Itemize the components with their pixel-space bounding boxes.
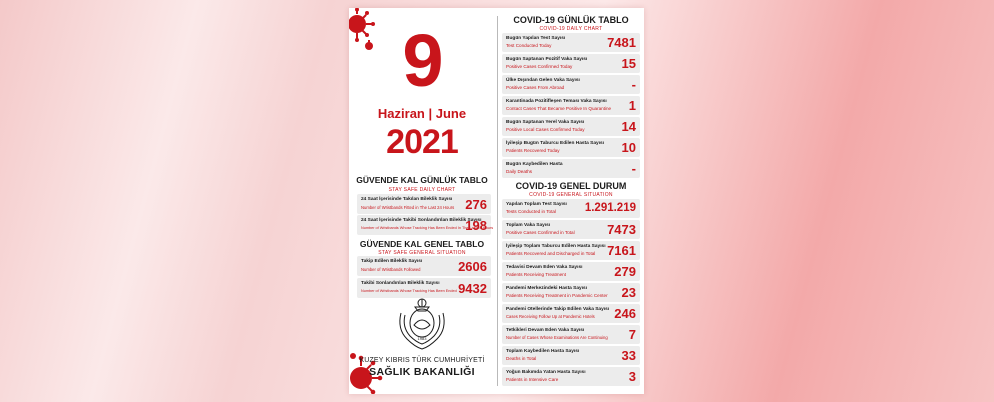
ministry-emblem-icon [393, 293, 451, 351]
stat-value: 7161 [607, 243, 636, 258]
stat-value: 14 [621, 119, 636, 134]
report-day: 9 [402, 19, 442, 102]
stat-label: Bugün Yapılan Test Sayısı [506, 36, 566, 41]
stat-row [502, 33, 640, 52]
report-month: Haziran | June [377, 106, 467, 121]
stat-row [502, 304, 640, 323]
stat-value: 2606 [458, 259, 487, 274]
general-stay-safe-title: GÜVENDE KAL GENEL TABLO [359, 239, 485, 249]
stat-value: 23 [621, 285, 636, 300]
stat-row [357, 215, 494, 235]
stat-label: Bugün Saptanan Pozitif Vaka Sayısı [506, 57, 588, 62]
stat-label-en: Daily Deaths [506, 169, 533, 174]
column-divider [497, 16, 498, 386]
report-year: 2021 [386, 123, 458, 161]
stat-label-en: Positive Cases From Abroad [506, 85, 565, 90]
stat-label-en: Contact Cases That Became Positive In Quarantine [506, 106, 612, 111]
stat-value: 279 [614, 264, 636, 279]
stat-label: Takip Edilen Bileklik Sayısı [361, 259, 423, 264]
stat-value: 9432 [458, 281, 487, 296]
stat-label-en: Patients Recovered and Discharged in Total [506, 251, 596, 256]
stat-label-en: Number of Wristbands Followed [361, 267, 421, 272]
left-column [349, 8, 495, 394]
stat-label-en: Number of Wristbands Fitted in The Last 24 Hours [361, 205, 455, 210]
stat-row [502, 54, 640, 73]
covid-general-title: COVID-19 GENEL DURUM [515, 181, 627, 191]
ministry-country: KUZEY KIBRIS TÜRK CUMHURİYETİ [359, 357, 485, 364]
stat-label-en: Patients Receiving Treatment [506, 272, 567, 277]
stat-label: 24 Saat İçerisinde Takibi Sonlandırılan Bileklik Sayısı [361, 218, 482, 223]
stat-label: Pandemi Merkezindeki Hasta Sayısı [506, 286, 588, 291]
stat-label: Yoğun Bakımda Yatan Hasta Sayısı [506, 370, 586, 375]
stat-label-en: Test Conducted Today [506, 43, 552, 48]
stat-value: 1 [628, 98, 636, 113]
stat-value: 7 [628, 327, 636, 342]
stat-value: 10 [621, 140, 636, 155]
stat-row [502, 199, 640, 218]
stat-value: - [631, 161, 636, 176]
right-column [502, 8, 640, 394]
stat-value: 3 [628, 369, 636, 384]
stat-row [502, 241, 640, 260]
stat-label: Takibi Sonlandırılan Bileklik Sayısı [361, 281, 440, 286]
stat-row [502, 96, 640, 115]
stat-label-en: Positive Cases Confirmed Today [506, 64, 573, 69]
covid-report-card [349, 8, 644, 394]
stat-row [502, 75, 640, 94]
stat-label: Toplam Vaka Sayısı [506, 223, 551, 228]
stat-value: 7473 [607, 222, 636, 237]
stat-row [502, 262, 640, 281]
stat-label: Toplam Kaybedilen Hasta Sayısı [506, 349, 580, 354]
stat-label-en: Number of Wristbands Whose Tracking Has Been Ended In The Last 24 Hours [361, 226, 494, 230]
covid-general-subtitle: COVID-19 GENERAL SITUATION [529, 192, 613, 198]
daily-stay-safe-title: GÜVENDE KAL GÜNLÜK TABLO [356, 175, 488, 185]
stat-row [357, 194, 491, 214]
stat-value: 33 [621, 348, 636, 363]
daily-stay-safe-subtitle: STAY SAFE DAILY CHART [388, 187, 456, 193]
stat-value: 15 [621, 56, 636, 71]
stat-label-en: Deaths in Total [506, 356, 537, 361]
emblem-year: 1983 [417, 336, 427, 341]
stat-label: Tetkikleri Devam Eden Vaka Sayısı [506, 328, 585, 333]
stat-row [502, 117, 640, 136]
stat-label: Bugün Kaybedilen Hasta [506, 162, 563, 167]
stat-row [502, 346, 640, 365]
stat-row [502, 138, 640, 157]
stat-label-en: Patients Recovered Today [506, 148, 560, 153]
stat-value: 246 [614, 306, 636, 321]
stat-label-en: Positive Local Cases Confirmed Today [506, 127, 585, 132]
stat-label: Yapılan Toplam Test Sayısı [506, 202, 567, 207]
stat-value: - [631, 77, 636, 92]
stat-label-en: Patients Receiving Treatment in Pandemic Center [506, 293, 608, 298]
stat-label-en: Number of Cases Whose Examinations Are Continuing [506, 335, 608, 340]
stat-label: Ülke Dışından Gelen Vaka Sayısı [506, 78, 580, 83]
stat-row [502, 283, 640, 302]
stat-label-en: Cases Receiving Follow Up at Pandemic Hotels [506, 314, 595, 319]
ministry-name: SAĞLIK BAKANLIĞI [369, 366, 475, 378]
stat-label: Bugün Saptanan Yerel Vaka Sayısı [506, 120, 585, 125]
stat-label: Karantinada Pozitifleşen Teması Vaka Sayısı [506, 99, 607, 104]
stat-value: 7481 [607, 35, 636, 50]
stat-label: İyileşip Toplam Taburcu Edilen Hasta Sayısı [506, 244, 606, 249]
stat-value: 276 [465, 197, 487, 212]
stat-label: 24 Saat İçerisinde Takılan Bileklik Sayısı [361, 197, 453, 202]
stat-label: Tedavisi Devam Eden Vaka Sayısı [506, 265, 583, 270]
general-stay-safe-subtitle: STAY SAFE GENERAL SITUATION [378, 250, 466, 256]
stat-row [357, 256, 491, 276]
stat-label-en: Patients in Intensive Care [506, 377, 559, 382]
covid-daily-title: COVID-19 GÜNLÜK TABLO [513, 15, 629, 25]
stat-row [502, 159, 640, 178]
stat-label-en: Tests Conducted in Total [506, 209, 556, 214]
stat-label: Pandemi Otellerinde Takip Edilen Vaka Sayısı [506, 307, 610, 312]
stat-row [502, 325, 640, 344]
stat-label: İyileşip Bugün Taburcu Edilen Hasta Sayısı [506, 141, 605, 146]
stat-row [502, 220, 640, 239]
stat-label-en: Positive Cases Confirmed in Total [506, 230, 575, 235]
stat-value: 198 [465, 218, 487, 233]
stat-row [502, 367, 640, 386]
stat-label-en: Number of Wristbands Whose Tracking Has Been Ended [361, 289, 457, 293]
covid-daily-subtitle: COVID-19 DAILY CHART [539, 26, 603, 32]
stat-value: 1.291.219 [584, 202, 636, 214]
